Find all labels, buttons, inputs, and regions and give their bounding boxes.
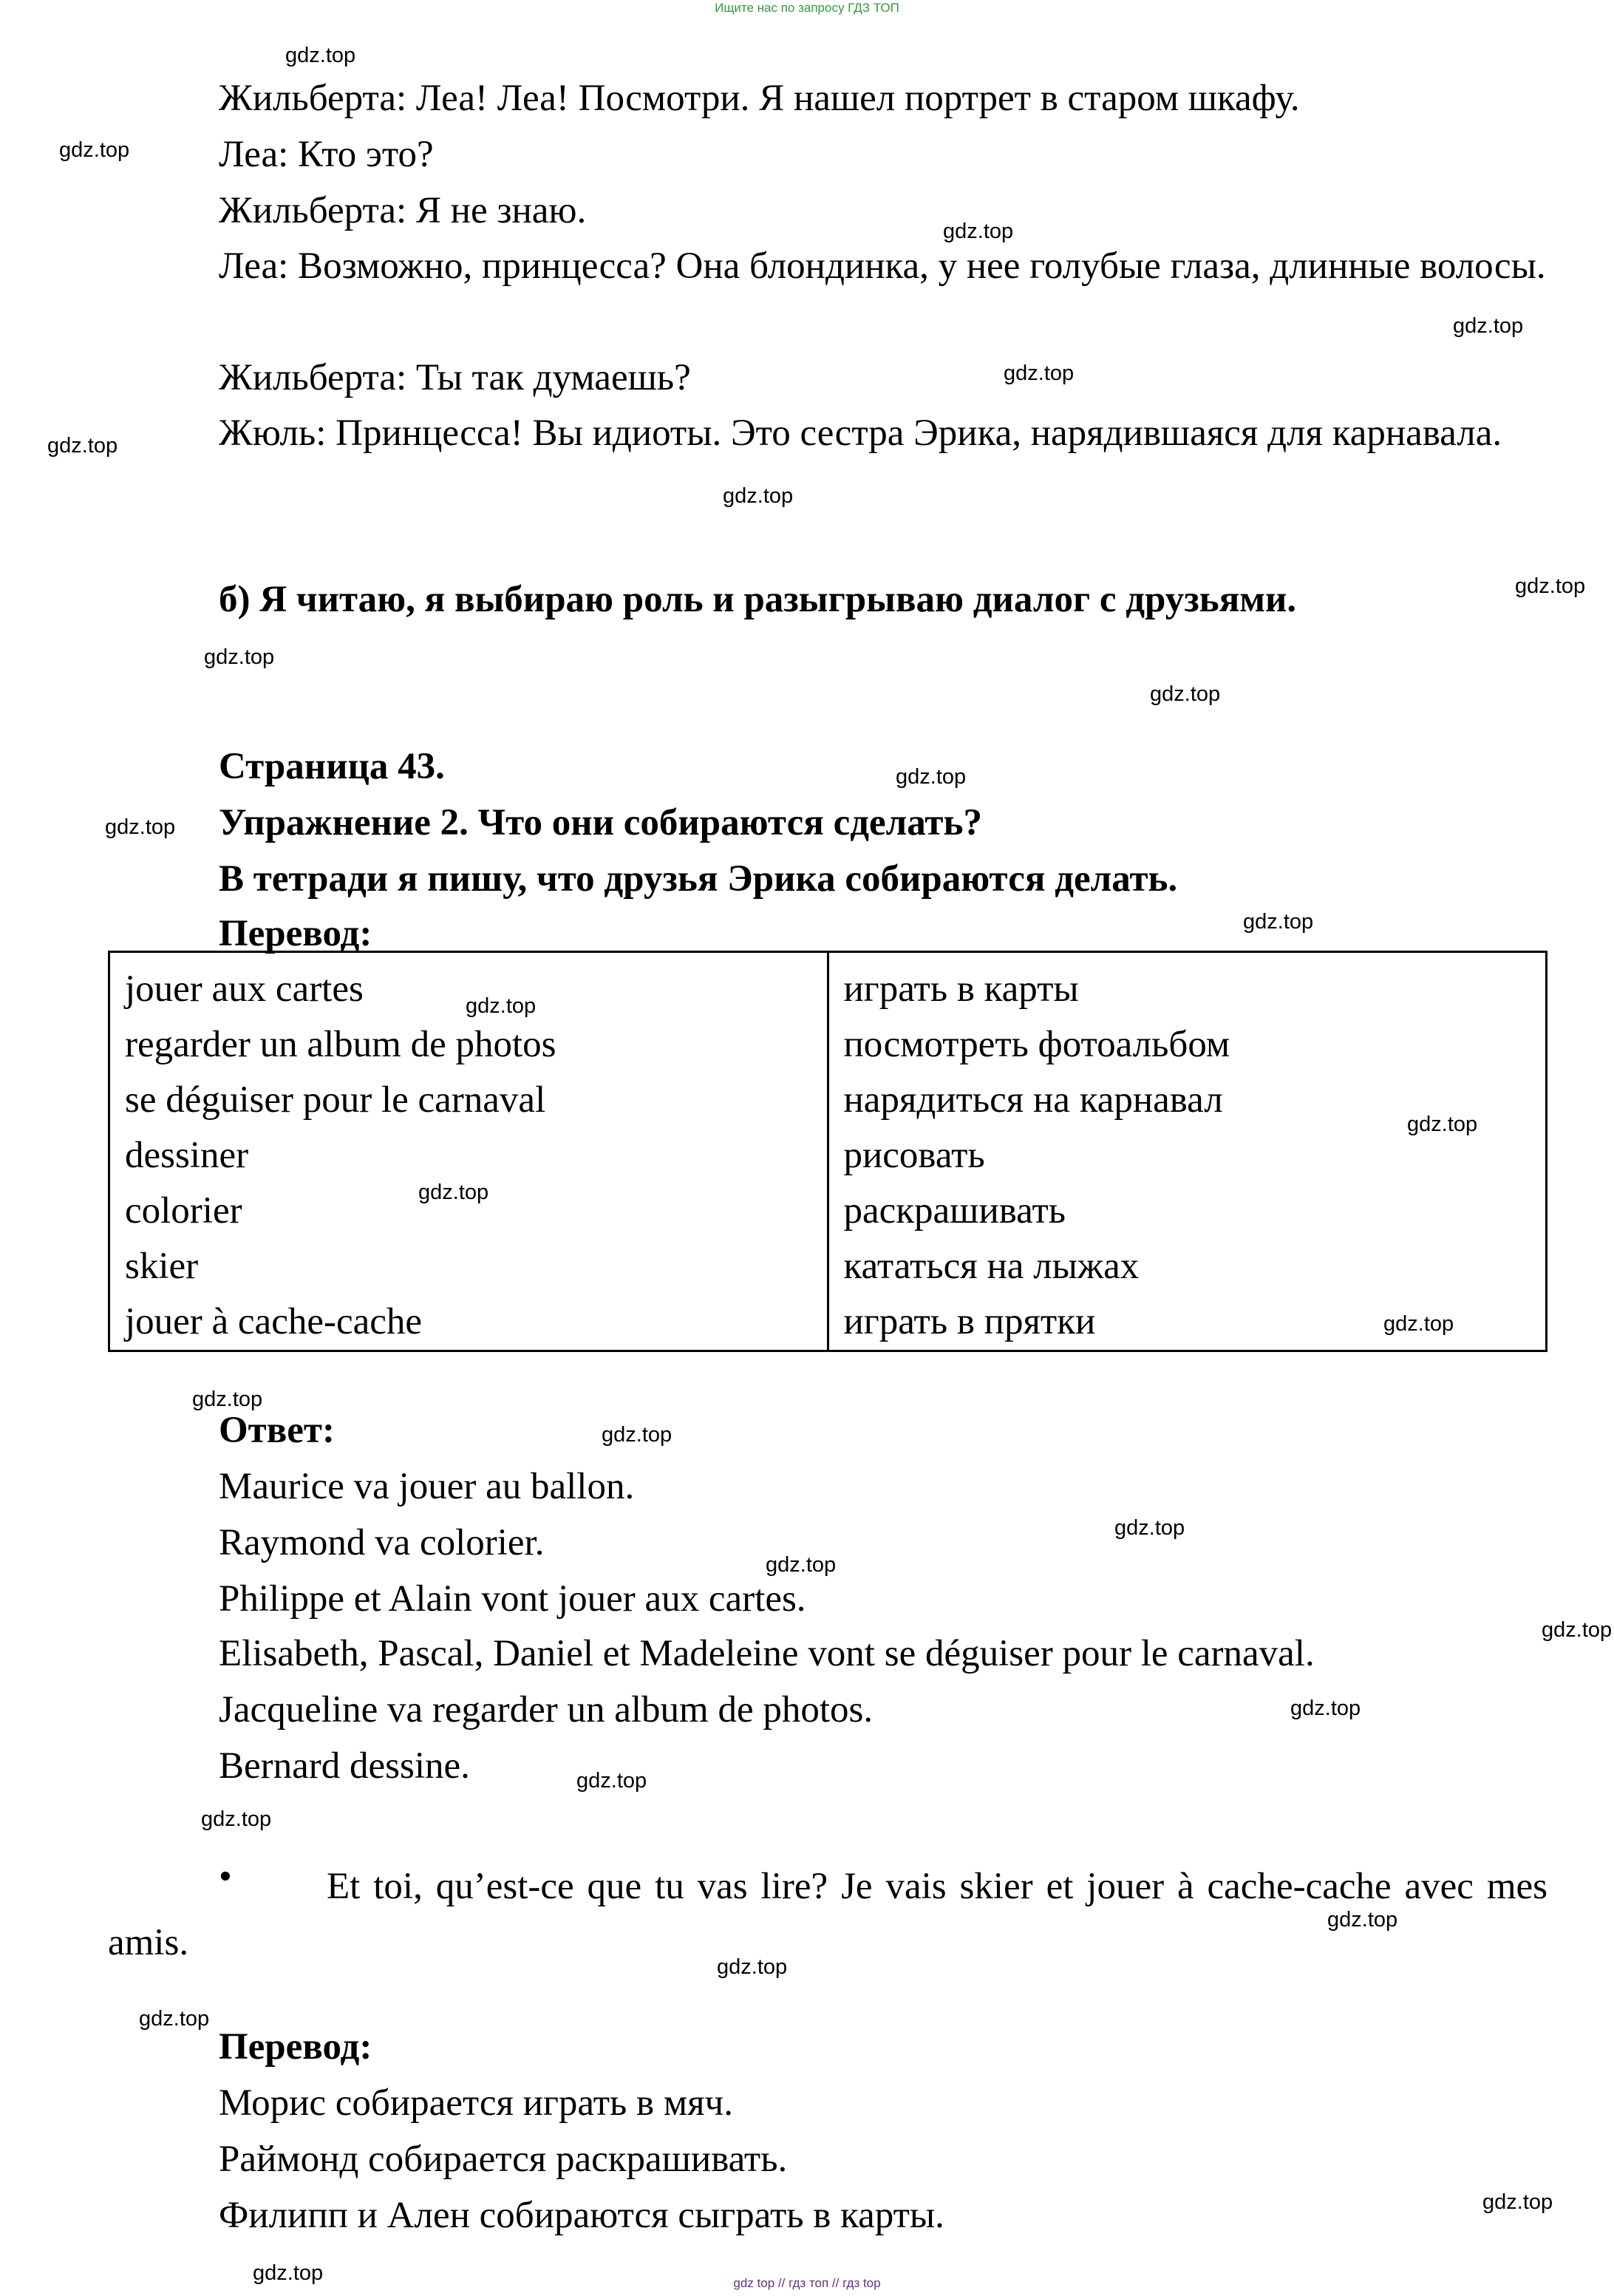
watermark: gdz.top <box>192 1388 263 1411</box>
watermark: gdz.top <box>1515 574 1586 598</box>
bullet-marker: • <box>219 1856 232 1898</box>
watermark: gdz.top <box>47 434 118 458</box>
watermark: gdz.top <box>105 815 176 839</box>
exercise-instruction: В тетради я пишу, что друзья Эрика собираются делать. <box>219 858 1178 900</box>
translation-line: Морис собирается играть в мяч. <box>219 2082 733 2124</box>
dialogue-line: Жильберта: Ты так думаешь? <box>219 357 691 398</box>
watermark: gdz.top <box>1290 1696 1361 1720</box>
watermark: gdz.top <box>1542 1618 1613 1642</box>
vocab-french-item: regarder un album de photos <box>125 1024 556 1065</box>
bullet-text: Et toi, qu’est-ce que tu vas lire? Je vais skier et jouer à cache-cache avec mes amis. <box>108 1866 1547 1963</box>
page-heading: Страница 43. <box>219 746 445 787</box>
answer-line: Raymond va colorier. <box>219 1522 545 1563</box>
watermark: gdz.top <box>943 220 1014 243</box>
vocab-french-item: dessiner <box>125 1135 249 1176</box>
watermark: gdz.top <box>1383 1312 1454 1336</box>
watermark: gdz.top <box>139 2007 210 2031</box>
translation-line: Филипп и Ален собираются сыграть в карты. <box>219 2195 944 2236</box>
dialogue-line: Жюль: Принцесса! Вы идиоты. Это сестра Эрика, нарядившаяся для карнавала. <box>219 412 1502 454</box>
dialogue-line: Жильберта: Я не знаю. <box>219 190 587 231</box>
answer-line: Philippe et Alain vont jouer aux cartes. <box>219 1578 806 1620</box>
vocab-french-item: jouer aux cartes <box>125 968 364 1010</box>
watermark: gdz.top <box>201 1807 272 1831</box>
watermark: gdz.top <box>1004 361 1075 385</box>
vocab-french-item: colorier <box>125 1190 242 1232</box>
watermark: gdz.top <box>1482 2190 1553 2214</box>
watermark: gdz.top <box>1453 314 1524 338</box>
watermark: gdz.top <box>204 645 275 669</box>
answer-line: Bernard dessine. <box>219 1745 470 1787</box>
watermark: gdz.top <box>576 1769 647 1793</box>
answer-label: Ответ: <box>219 1410 335 1451</box>
top-banner: Ищите нас по запросу ГДЗ ТОП <box>715 1 899 15</box>
watermark: gdz.top <box>1150 682 1221 706</box>
vocab-russian-item: нарядиться на карнавал <box>843 1079 1223 1121</box>
answer-line: Maurice va jouer au ballon. <box>219 1466 635 1507</box>
watermark: gdz.top <box>717 1955 788 1979</box>
watermark: gdz.top <box>1407 1113 1478 1136</box>
answer-line: Elisabeth, Pascal, Daniel et Madeleine vont se déguiser pour le carnaval. <box>219 1633 1315 1674</box>
watermark: gdz.top <box>1114 1516 1185 1540</box>
watermark: gdz.top <box>418 1181 489 1204</box>
vocab-french-item: skier <box>125 1246 199 1287</box>
task-b-heading: б) Я читаю, я выбираю роль и разыгрываю диалог с друзьями. <box>219 579 1297 620</box>
watermark: gdz.top <box>59 138 130 162</box>
watermark: gdz.top <box>723 484 794 508</box>
vocab-russian-item: рисовать <box>843 1135 985 1176</box>
translation-label: Перевод: <box>219 2026 372 2068</box>
vocab-russian-item: играть в прятки <box>843 1301 1096 1342</box>
vocab-table <box>108 951 1547 1352</box>
bottom-banner: gdz top // гдз топ // гдз top <box>733 2276 881 2290</box>
translation-line: Раймонд собирается раскрашивать. <box>219 2139 788 2180</box>
watermark: gdz.top <box>1243 910 1314 934</box>
watermark: gdz.top <box>253 2261 324 2285</box>
watermark: gdz.top <box>285 44 356 67</box>
vocab-russian-item: играть в карты <box>843 968 1079 1010</box>
watermark: gdz.top <box>602 1423 672 1447</box>
watermark: gdz.top <box>766 1553 837 1577</box>
vocab-russian-item: кататься на лыжах <box>843 1246 1140 1287</box>
watermark: gdz.top <box>466 994 537 1018</box>
exercise-heading: Упражнение 2. Что они собираются сделать? <box>219 802 982 843</box>
dialogue-line: Леа: Кто это? <box>219 134 434 175</box>
answer-line: Jacqueline va regarder un album de photos. <box>219 1689 874 1731</box>
vocab-russian-column <box>828 952 1547 1351</box>
vocab-russian-item: посмотреть фотоальбом <box>843 1024 1230 1065</box>
vocab-russian-item: раскрашивать <box>843 1190 1066 1232</box>
translation-label: Перевод: <box>219 913 372 954</box>
vocab-french-item: se déguiser pour le carnaval <box>125 1079 546 1121</box>
watermark: gdz.top <box>896 765 967 789</box>
dialogue-line: Леа: Возможно, принцесса? Она блондинка, у нее голубые глаза, длинные волосы. <box>219 245 1546 287</box>
vocab-french-item: jouer à cache-cache <box>125 1301 422 1342</box>
dialogue-line: Жильберта: Леа! Леа! Посмотри. Я нашел портрет в старом шкафу. <box>219 78 1300 119</box>
watermark: gdz.top <box>1327 1908 1398 1932</box>
